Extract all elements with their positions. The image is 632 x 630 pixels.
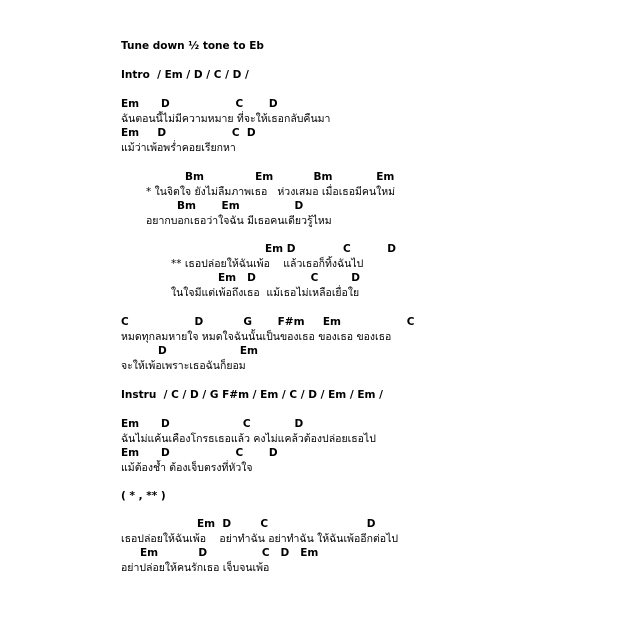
lyric-line: ** เธอปล่อยให้ฉันเพ้อ แล้วเธอก็ทิ้งฉันไป bbox=[171, 258, 364, 270]
chord-line: Em D C D bbox=[121, 127, 256, 139]
lyric-line: ในใจมีแต่เพ้อถึงเธอ แม้เธอไม่เหลือเยื่อใย bbox=[171, 287, 360, 299]
chord-line: Em D C D bbox=[121, 418, 304, 430]
lyric-line: หมดทุกลมหายใจ หมดใจฉันนั้นเป็นของเธอ ของเธอ ของเธอ bbox=[121, 331, 392, 343]
lyric-line: แม้ว่าเพ้อพร่ำคอยเรียกหา bbox=[121, 142, 236, 154]
chord-line: Bm Em D bbox=[177, 200, 304, 212]
chord-line: Em D C D bbox=[218, 272, 360, 284]
intro-line: Intro / Em / D / C / D / bbox=[121, 69, 249, 81]
chord-line: Em D C D bbox=[197, 518, 376, 530]
chord-line: Bm Em Bm Em bbox=[185, 171, 395, 183]
lyric-line: แม้ต้องช้ำ ต้องเจ็บตรงที่หัวใจ bbox=[121, 462, 253, 474]
lyric-line: เธอปล่อยให้ฉันเพ้อ อย่าทำฉัน อย่าทำฉัน ให้ฉันเพ้ออีกต่อไป bbox=[121, 533, 399, 545]
chord-line: Em D C D bbox=[121, 447, 278, 459]
chord-line: D Em bbox=[158, 345, 258, 357]
repeat-marker: ( * , ** ) bbox=[121, 490, 166, 502]
lyric-line: จะให้เพ้อเพราะเธอฉันก็ยอม bbox=[121, 360, 246, 372]
instrumental-line: Instru / C / D / G F#m / Em / C / D / Em / Em / bbox=[121, 389, 383, 401]
tuning-note: Tune down ½ tone to Eb bbox=[121, 40, 264, 52]
lyric-line: อย่าปล่อยให้คนรักเธอ เจ็บจนเพ้อ bbox=[121, 562, 270, 574]
chord-line: Em D C D bbox=[265, 243, 396, 255]
chord-line: Em D C D bbox=[121, 98, 278, 110]
lyric-line: * ในจิตใจ ยังไม่ลืมภาพเธอ ห่วงเสมอ เมื่อเธอมีคนใหม่ bbox=[146, 186, 396, 198]
lyric-line: ฉันไม่แค้นเคืองโกรธเธอแล้ว คงไม่แคล้วต้องปล่อยเธอไป bbox=[121, 433, 376, 445]
chord-line: Em D C D Em bbox=[140, 547, 319, 559]
chord-line: C D G F#m Em C bbox=[121, 316, 415, 328]
lyric-line: ฉันตอนนี้ไม่มีความหมาย ที่จะให้เธอกลับคืนมา bbox=[121, 113, 331, 125]
lyric-line: อยากบอกเธอว่าใจฉัน มีเธอคนเดียวรู้ไหม bbox=[146, 215, 332, 227]
